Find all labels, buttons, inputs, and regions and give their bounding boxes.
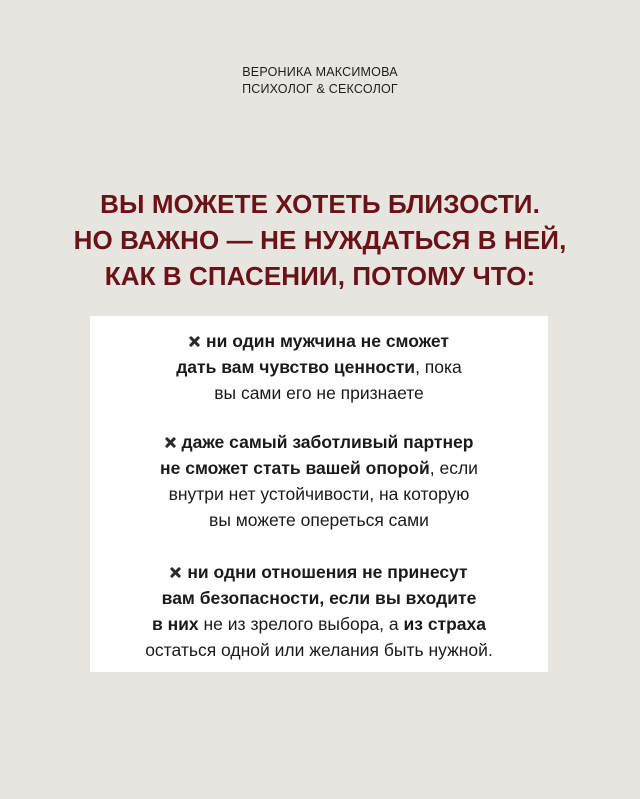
point-3-emphasis-a: в них <box>151 614 199 634</box>
point-3-line-3 <box>90 611 548 637</box>
author-block <box>0 64 640 98</box>
point-2-emphasis: не сможет стать вашей опорой <box>160 458 430 478</box>
point-1-line-1 <box>90 328 548 354</box>
point-2-line-1 <box>90 429 548 455</box>
x-mark-icon <box>189 336 200 347</box>
headline-line-2: НО ВАЖНО — НЕ НУЖДАТЬСЯ В НЕЙ, <box>73 225 567 255</box>
author-title: ПСИХОЛОГ & СЕКСОЛОГ <box>242 82 398 96</box>
x-mark-icon <box>165 437 176 448</box>
point-2-text-2: , если <box>429 458 478 478</box>
point-2-text-1: даже самый заботливый партнер <box>181 432 474 452</box>
point-3-emphasis-b: из страха <box>403 614 487 634</box>
point-3-line-1 <box>90 559 548 585</box>
point-1-line-2 <box>90 354 548 380</box>
point-1-text-1: ни один мужчина не сможет <box>206 331 449 351</box>
point-1 <box>90 328 548 406</box>
point-2-line-2 <box>90 455 548 481</box>
point-3-line-4: остаться одной или желания быть нужной. <box>145 640 493 660</box>
headline <box>0 186 640 294</box>
point-2-line-3: внутри нет устойчивости, на которую <box>168 484 470 504</box>
point-1-text-2: , пока <box>415 357 462 377</box>
point-3-text-1: ни одни отношения не принесут <box>187 562 468 582</box>
point-2-line-4: вы можете опереться сами <box>209 510 429 530</box>
point-1-emphasis: дать вам чувство ценности <box>176 357 416 377</box>
point-1-line-3: вы сами его не признаете <box>214 383 424 403</box>
point-2 <box>90 429 548 533</box>
point-3-text-mid: не из зрелого выбора, а <box>198 614 404 634</box>
points-card <box>90 316 548 672</box>
headline-line-3: КАК В СПАСЕНИИ, ПОТОМУ ЧТО: <box>104 261 536 291</box>
point-3 <box>90 559 548 663</box>
point-3-line-2: вам безопасности, если вы входите <box>161 588 477 608</box>
x-mark-icon <box>170 567 181 578</box>
author-name: ВЕРОНИКА МАКСИМОВА <box>242 65 398 79</box>
headline-line-1: ВЫ МОЖЕТЕ ХОТЕТЬ БЛИЗОСТИ. <box>100 189 540 219</box>
